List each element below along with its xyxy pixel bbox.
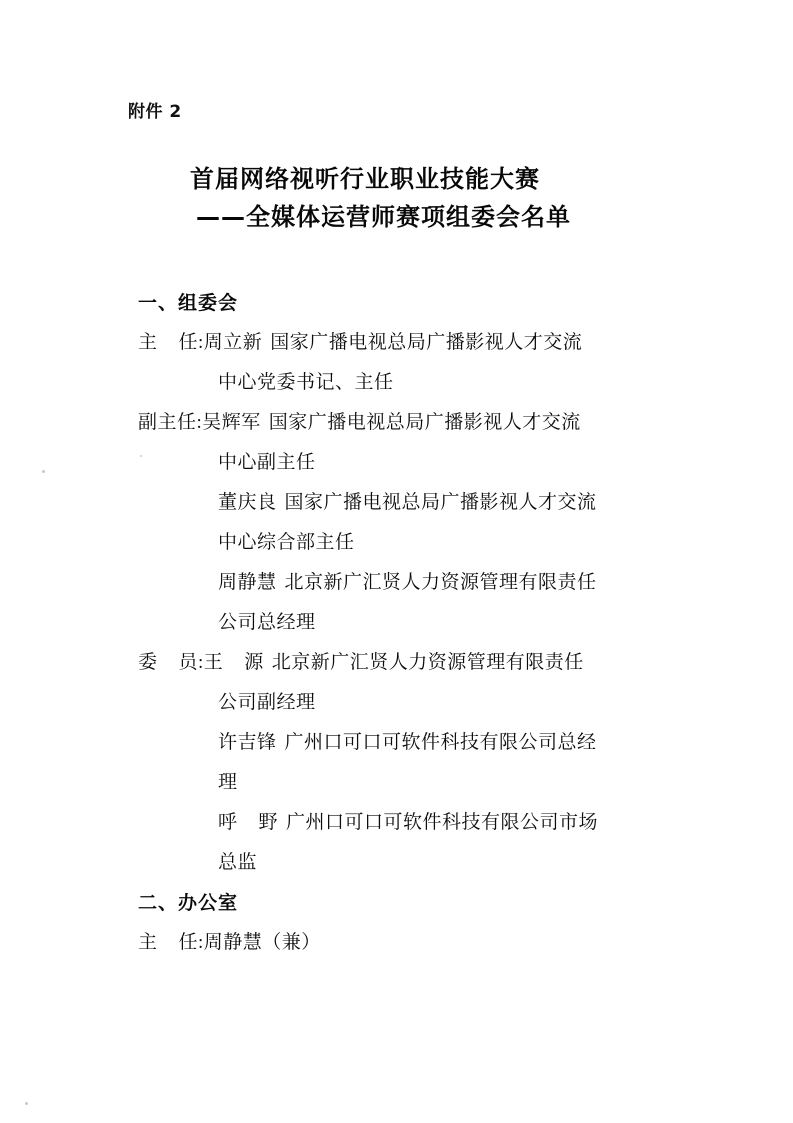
section-heading-office: 二、办公室 [138,892,239,914]
document-title [128,160,688,236]
title-line-2: ——全媒体运营师赛项组委会名单 [196,203,571,231]
entry-desc: 国家广播电视总局广播影视人才交流 [284,492,597,513]
entry-name: 董庆良 [218,492,277,513]
entry-role: 委 员: [138,652,204,673]
scan-speck [140,455,142,457]
entry-desc: 广州口可口可软件科技有限公司总经 [284,732,597,753]
entry-name: 周立新 [203,332,263,353]
entry-row [128,643,688,723]
document-body [128,283,688,963]
entry-row [128,323,688,403]
entry-desc-cont: 中心党委书记、主任 [218,372,394,393]
entry-desc: 国家广播电视总局广播影视人才交流 [270,332,583,353]
entry-desc-cont: 理 [218,772,238,793]
entry-desc-cont: 公司总经理 [218,612,316,633]
entry-row [128,923,688,963]
entry-desc: 北京新广汇贤人力资源管理有限责任 [271,652,584,673]
entry-desc: 国家广播电视总局广播影视人才交流 [268,412,581,433]
section-heading-committee: 一、组委会 [138,292,239,314]
entry-row [128,723,688,803]
entry-desc: 广州口可口可软件科技有限公司市场 [286,812,599,833]
entry-name: 周静慧 [218,572,277,593]
entry-role: 主 任: [138,332,204,353]
scan-speck [25,1102,28,1105]
entry-desc: 北京新广汇贤人力资源管理有限责任 [284,572,597,593]
entry-row [128,483,688,563]
entry-name: 吴辉军 [202,412,261,433]
entry-role: 主 任: [138,932,204,953]
entry-row [128,563,688,643]
entry-name: 许吉锋 [218,732,277,753]
entry-name: 王 源 [203,652,264,673]
entry-desc-cont: 总监 [218,852,258,873]
entry-row [128,803,688,883]
entry-desc-cont: 公司副经理 [218,692,316,713]
entry-desc-cont: 中心综合部主任 [218,532,355,553]
entry-desc-cont: 中心副主任 [218,452,316,473]
entry-row [128,403,688,483]
title-line-1: 首届网络视听行业职业技能大赛 [190,165,540,193]
entry-role: 副主任: [138,412,203,433]
attachment-label: 附件 2 [128,102,182,122]
entry-name: 呼 野 [218,812,279,833]
scan-speck [42,470,45,473]
entry-name: 周静慧（兼） [203,932,321,953]
